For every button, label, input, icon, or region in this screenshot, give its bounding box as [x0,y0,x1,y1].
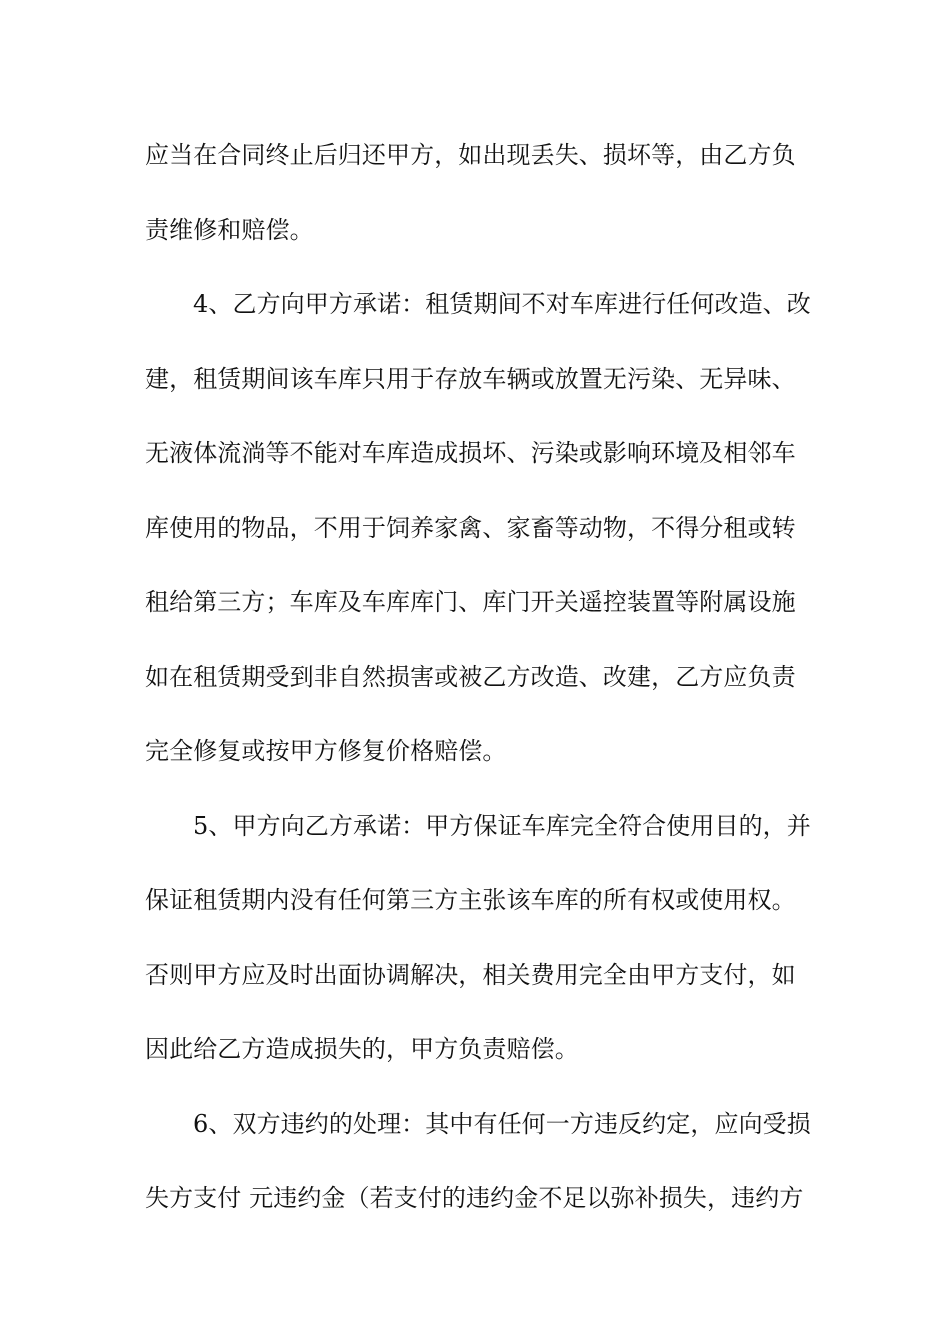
text-line: 无液体流淌等不能对车库造成损坏、污染或影响环境及相邻车 [145,439,796,467]
text-line: 保证租赁期内没有任何第三方主张该车库的所有权或使用权。 [145,886,796,914]
text-line: 库使用的物品，不用于饲养家禽、家畜等动物，不得分租或转 [145,513,796,542]
clause-4-start: 4、乙方向甲方承诺：租赁期间不对车库进行任何改造、改 [193,290,811,318]
text-line: 失方支付 元违约金（若支付的违约金不足以弥补损失，违约方 [145,1184,804,1212]
clause-6-start: 6、双方违约的处理：其中有任何一方违反约定，应向受损 [193,1109,811,1138]
text-line: 如在租赁期受到非自然损害或被乙方改造、改建，乙方应负责 [145,662,796,691]
document-body [145,123,810,1241]
text-line: 应当在合同终止后归还甲方，如出现丢失、损坏等，由乙方负 [145,141,796,169]
text-line: 责维修和赔偿。 [145,215,314,244]
text-line: 租给第三方；车库及车库库门、库门开关遥控装置等附属设施 [145,588,796,616]
text-line: 否则甲方应及时出面协调解决，相关费用完全由甲方支付，如 [145,960,796,989]
clause-5-start: 5、甲方向乙方承诺：甲方保证车库完全符合使用目的，并 [193,811,811,840]
text-line: 完全修复或按甲方修复价格赔偿。 [145,737,507,765]
text-line: 因此给乙方造成损失的，甲方负责赔偿。 [145,1035,579,1063]
text-line: 建，租赁期间该车库只用于存放车辆或放置无污染、无异味、 [145,364,796,393]
